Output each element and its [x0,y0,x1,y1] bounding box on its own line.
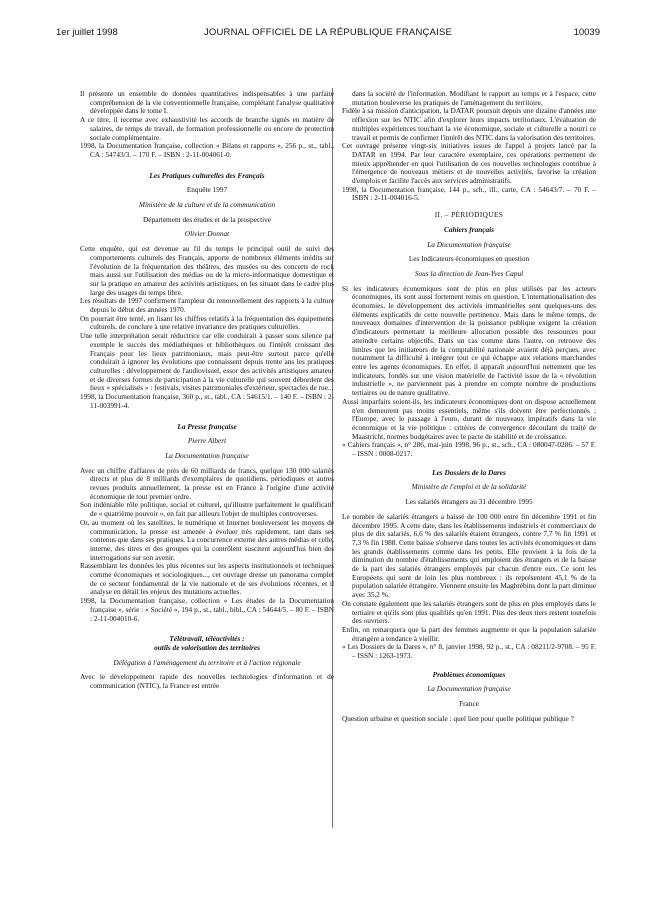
bibliographic-reference: « Cahiers français », n° 286, mai-juin 1998, 96 p., st., sch., CA : 080047-0286. – 57 F. – ISSN : 0008-0217. [342,440,596,459]
bibliographic-reference: 1998, la Documentation française, 360 p., st., tabl., CA : 54615/1. – 140 F. – ISBN : 2-11-003991-4. [80,392,334,410]
section-subtitle: Les Indicateurs économiques en question [408,254,530,264]
paragraph: Enfin, on remarquera que la part des femmes augmente et que la population salariée étrangère a tendance à vieillir. [342,624,596,643]
paragraph: Cet ouvrage présente vingt-six initiatives issues de l'appel à projets lancé par la DATAR en 1994. Par leur caractère exemplaire, ces opérations permettent de mieux appréhender en quoi l'utilisation de ces nouvelles technologies contribue à l'émergence de nouveaux métiers et de nouvelles activités, favorise la création d'emplois et facilite l'accès aux services administratifs. [342,141,596,186]
paragraph: On constate également que les salariés étrangers sont de plus en plus employés dans le tertiaire et qu'ils sont plus qualifiés qu'en 1991. Plus des deux tiers restent toutefois des ouvriers. [342,598,596,626]
author-name: Olivier Donnat [184,229,230,239]
country-name: France [459,699,479,709]
publisher-name: La Documentation française [427,239,511,249]
section-title: Les Pratiques culturelles des Français [149,170,265,180]
paragraph: Si les indicateurs économiques sont de plus en plus utilisés par les acteurs économiques, ils sont aussi fortement remis en question. L'internationalisation des économies, le développement des activités immatérielles sont quelques-uns des éléments explicatifs de cette nouvelle pertinence. Mais dans le même temps, de nouveaux domaines d'intervention de la puissance publique exigent la création d'indicateurs permettant la meilleure allocation possible des ressources pour atteindre certains objectifs. Dans un cas comme dans l'autre, on retrouve des limites que les initiateurs de la comptabilité nationale avaient déjà perçues, avec notamment la difficulté à intégrer tout ce qui échappe aux relations marchandes entre les agents économiques. En effet, il apparaît aujourd'hui nettement que les indicateurs, fondés sur une vision matérielle de l'activité issue de la « révolution industrielle », ne parviennent pas à prendre en compte nombre de productions tertiaires ou de nature qualitative. [342,283,596,398]
page-number: 10039 [573,27,600,38]
bibliographic-reference: 1998, la Documentation française, 144 p., sch., ill., carte, CA : 54643/7. – 70 F. – ISBN : 2-11-004016-5. [342,184,596,203]
ministry-name: Ministère de l'emploi et de la solidarité [411,482,527,492]
section-title-line-2: outils de valorisation des territoires [154,642,260,652]
section-title: Les Dossiers de la Dares [432,467,506,477]
header-date: 1er juillet 1998 [56,27,118,38]
page-header [56,27,600,41]
section-title: Problèmes économiques [432,669,506,679]
right-column [342,90,596,724]
part-title: II. – PÉRIODIQUES [434,210,504,220]
paragraph: Question urbaine et question sociale : quel lien pour quelle politique publique ? [342,713,574,723]
paragraph: Une telle interprétation serait réductrice car elle conduirait à passer sous silence par exemple le succès des médiathèques et bibliothèques ou l'intérêt croissant des Français pour les lieux patrimoniaux, mais peut-être surtout parce qu'elle conduirait à ignorer les évolutions que connaissent depuis trente ans les pratiques culturelles : développement de l'audiovisuel, essor des activités artistiques amateur et de diverses formes de participation à la vie culturelle qui souvent débordent des lieux « spécialisés » : festivals, visites patrimoniales d'extérieur, spectacles de rue... [80,331,334,393]
paragraph: Fidèle à sa mission d'anticipation, la DATAR poursuit depuis une dizaine d'années une réflexion sur les NTIC afin d'explorer leurs impacts territoriaux. L'évaluation de multiples expériences touchant la vie économique, sociale et culturelle a nourri ce travail et permis de confirmer l'intérêt des NTIC dans la valorisation des territoires. [342,106,596,142]
journal-title: JOURNAL OFFICIEL DE LA RÉPUBLIQUE FRANÇAISE [203,27,453,38]
editor-name: Sous la direction de Jean-Yves Capul [414,268,524,278]
paragraph: Or, au moment où les satellites, le numérique et Internet bouleversent les moyens de communication, la presse est amenée à évoluer très rapidement, tant dans ses contenus que dans ses pratiques. La concurrence externe des autres médias et celle, interne, des titres et des groupes qui la contrôlent suscitent aujourd'hui bien des interrogations sur son avenir. [80,517,334,562]
paragraph: dans la société de l'information. Modifiant le rapport au temps et à l'espace, cette mutation bouleverse les pratiques de l'aménagement du territoire. [352,89,596,107]
author-name: Pierre Albert [187,436,227,446]
paragraph: Rassemblant les données les plus récentes sur les aspects institutionnels et techniques comme économiques et sociologiques..., cet ouvrage dresse un panorama complet de ce secteur fondamental de la vie nationale et de ses évolutions récentes, et il analyse en détail les enjeux des mutations actuelles. [80,561,334,597]
bibliographic-reference: 1998, la Documentation française, collection « Bilans et rapports », 256 p., st., tabl., CA : 54743/3. – 170 F. – ISBN : 2-11-004061-0. [80,141,334,159]
section-title: La Presse française [177,421,237,431]
publisher-name: La Documentation française [427,684,511,694]
bibliographic-reference: 1998, la Documentation française, collection « Les études de la Documentation française », série : « Société », 194 p., st., tabl., bibl., CA : 54644/5. – 80 F. – ISBN : 2-11-004010-6. [80,596,334,623]
section-subtitle: Enquête 1997 [186,185,228,195]
paragraph: Son indéniable rôle politique, social et culturel, qu'illustre parfaitement le qualificatif de « quatrième pouvoir », en fait par ailleurs l'objet de multiples controverses. [80,500,334,519]
paragraph: Cette enquête, qui est devenue au fil du temps le principal outil de suivi des comportements culturels des Français, apporte de nombreux éléments inédits sur l'évolution de la fréquentation des théâtres, des musées ou des concerts de rock mais aussi sur l'utilisation des médias ou de la micro-informatique domestique et sur la pratique en amateur des activités artistiques, en les situant dans le cadre plus large des usages du temps libre. [80,244,334,297]
bibliographic-reference: « Les Dossiers de la Dares », n° 8, janvier 1998, 92 p., st., CA : 08211/2-9708. – 95 F. – ISSN : 1263-1973. [342,642,596,661]
left-column [80,90,334,691]
paragraph: Avec un chiffre d'affaires de près de 60 milliards de francs, quelque 130 000 salariés directs et plus de 8 milliards d'exemplaires de quotidiens, périodiques et autres revues produits annuellement, la presse est en France à l'origine d'une activité économique de tout premier ordre. [80,465,334,501]
ministry-name: Délégation à l'aménagement du territoire et à l'action régionale [113,657,301,667]
department-name: Département des études et de la prospective [142,214,272,224]
paragraph: A ce titre, il recense avec exhaustivité les accords de branche signés en matière de salaires, de temps de travail, de formation professionnelle ou encore de protection sociale complémentaire. [80,115,334,142]
paragraph: Il présente un ensemble de données quantitatives indispensables à une parfaite compréhension de la vie conventionnelle française, complétant l'analyse qualitative développée dans le tome I. [80,89,334,116]
section-title: Cahiers français [443,224,495,234]
paragraph: Le nombre de salariés étrangers a baissé de 100 000 entre fin décembre 1991 et fin décembre 1995. A cette date, dans les établissements industriels et commerciaux de plus de dix salariés, 6,6 % des salariés étaient étrangers, contre 7,7 % fin 1991 et 7,3 % fin 1988. Cette baisse s'observe dans toutes les activités économiques et dans les grands établissements comme dans les petits. Elle provient à la fois de la diminution du nombre d'établissements qui emploient des étrangers et de la baisse de la part des salariés étrangers employés par chacun d'entre eux. Ce sont les Européens qui sont de loin les plus nombreux : ils représentent 45,1 % de la population salariée étrangère. Viennent ensuite les Maghrébins dont la part diminue avec 35,2 %. [342,511,597,600]
section-title: Télétravail, téléactivités : [169,634,245,644]
paragraph: On pourrait être tenté, en lisant les chiffres relatifs à la fréquentation des équipements culturels, de conclure à une relative invariance des pratiques culturelles. [80,313,334,332]
section-subtitle: Les salariés étrangers au 31 décembre 1995 [405,497,533,507]
paragraph: Avec le développement rapide des nouvelles technologies d'information et de communication (NTIC), la France est entrée [80,672,334,691]
paragraph: Les résultats de 1997 confirment l'ampleur du renouvellement des rapports à la culture depuis le début des années 1970. [80,296,334,315]
publisher-name: La Documentation française [165,450,249,460]
paragraph: Aussi imparfaits soient-ils, les indicateurs économiques dont on dispose actuellement n'en demeurent pas moins essentiels, même s'ils doivent être perfectionnés ; l'Europe, avec le passage à l'euro, durant de nouveaux impératifs dans la vie économique et la vie politique : critères de convergence découlant du traité de Maastricht, normes budgétaires avec le pacte de stabilité et de croissance. [342,396,596,441]
ministry-name: Ministère de la culture et de la communication [138,200,276,210]
